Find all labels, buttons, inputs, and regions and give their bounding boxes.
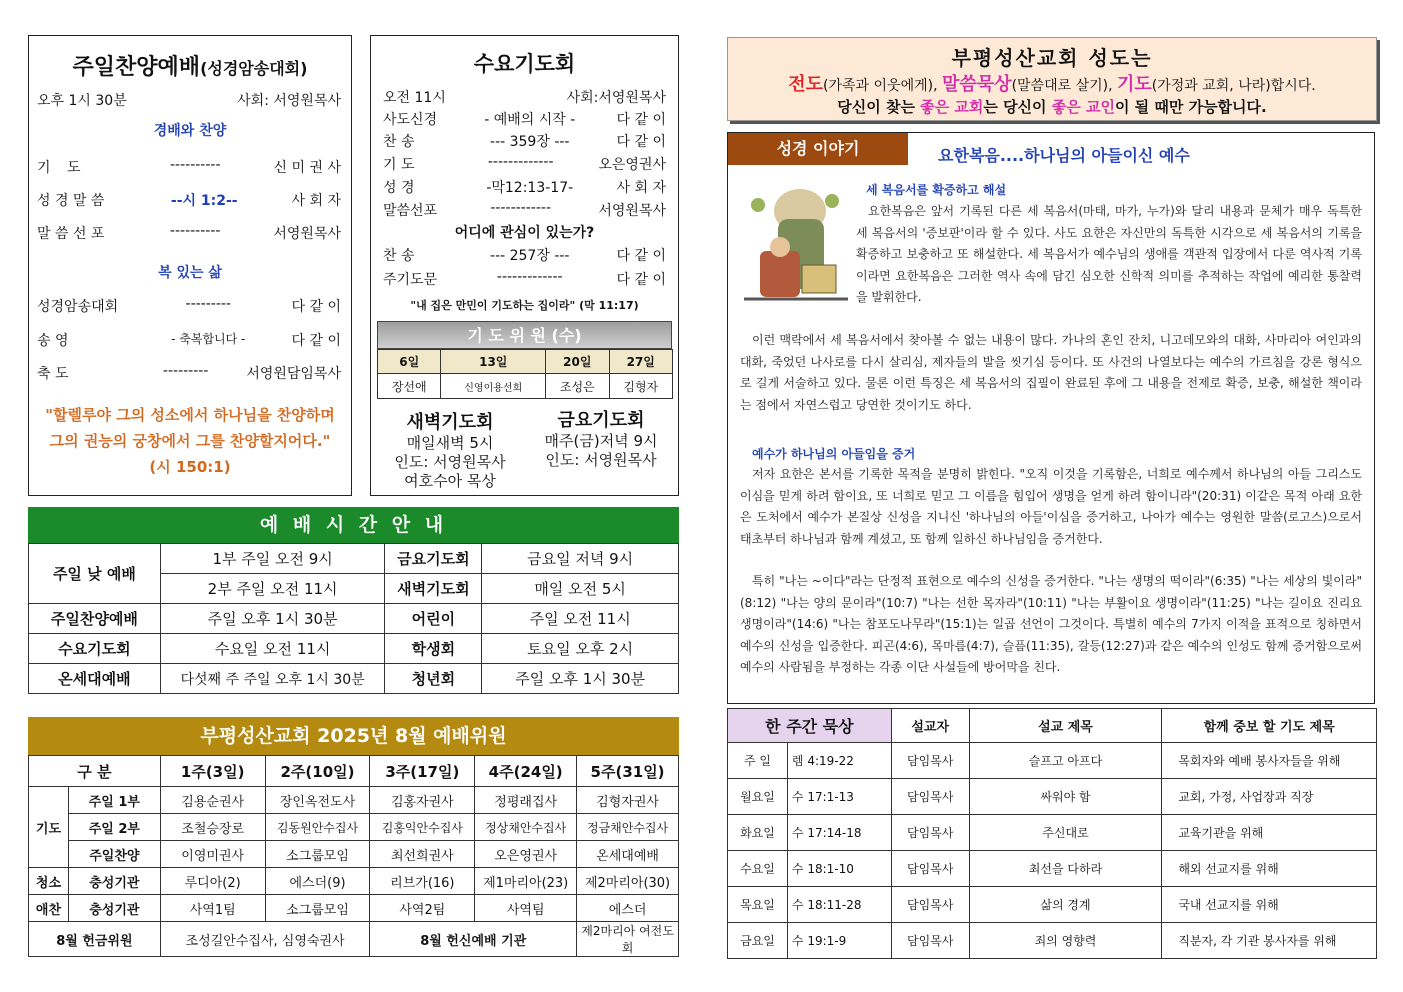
motto-line: 전도(가족과 이웃에게), 말씀묵상(말씀대로 살기), 기도(가정과 교회, 나라)합시다. [788,74,1316,95]
table-row: 금요일 수 19:1-9 담임목사 죄의 영향력 직분자, 각 기관 봉사자를 위해 [728,923,1377,959]
member-cell: 김형자 [609,374,673,399]
order-item: 오전 11시 사회:서영원목사 [383,90,666,106]
story-paragraph: 요한복음은 앞서 기록된 다른 세 복음서(마태, 마가, 누가)와 달리 내용과 문체가 매우 독특한 세 복음서의 '증보판'이라 할 수 있다. 사도 요한은 자신만의 독특한 시각으로 세 복음서의 기록을 확증하고 보충하고 또 해설한다. 세 복음서가 예수님의 생애를 객관적 입장에서 다룬 역사적 기록이라면 요한복음은 그러한 역사 속에 담긴 심오한 신학적 의미를 추적하는 작업에 예리한 통찰력을 발휘한다. [856,204,1362,305]
order-item: 기 도 ------------- 오은영권사 [383,154,666,173]
motto-title: 부평성산교회 성도는 [951,46,1153,70]
sunday-time-row: 오후 1시 30분 사회: 서영원목사 [37,93,341,109]
table-row: 주 일 렘 4:19-22 담임목사 슬프고 아프다 목회자와 예배 봉사자들을 위해 [728,743,1377,779]
table-row: 한 주간 묵상 설교자 설교 제목 함께 중보 할 기도 제목 [728,709,1377,743]
friday-prayer-block: 금요기도회 매주(금)저녁 9시 인도: 서영원목사 [544,410,658,469]
order-item: 송 영 - 축복합니다 - 다 같 이 [37,332,341,349]
bible-story-box [727,132,1375,704]
church-motto [727,37,1377,121]
section-heading: 어디에 관심이 있는가? [454,225,595,241]
order-item: 말씀선포 ------------ 서영원목사 [383,200,666,219]
story-paragraph: 이런 맥락에서 세 복음서에서 찾아볼 수 없는 내용이 많다. 가나의 혼인 잔치, 니고데모와의 대화, 사마리아 여인과의 대화, 죽었던 나사로를 다시 살리심, 제자들의 발을 씻기심 등이다. 또 사건의 나열보다는 예수의 가르침을 강론 형식으로 길게 서술하고 있다. 물론 이런 특징은 세 복음서의 집필이 완료된 후에 그 내용을 전제로 확증, 보충, 해설한 책이라는 점에서 자연스럽고 당연한 것이기도 하다. [740,333,1362,412]
section-heading: 복 있는 삶 [158,265,222,281]
date-cell: 6일 [378,350,441,374]
psalm-quote: "할렐루야 그의 성소에서 하나님을 찬양하며 그의 권능의 궁창에서 그를 찬양할지어다." (시 150:1) [45,406,335,476]
sunday-title: 주일찬양예배(성경암송대회) [72,55,308,80]
table-row: 수요기도회 수요일 오전 11시 학생회 토요일 오후 2시 [29,634,679,664]
order-item: 성 경 말 씀 --시 1:2-- 사 회 자 [37,193,341,209]
table-row: 애찬 충성기관 사역1팀 소그룹모임 사역2팀 사역팀 에스더 [29,895,679,922]
order-item: 말 씀 선 포 ---------- 서영원목사 [37,223,341,242]
order-item: 찬 송 --- 257장 --- 다 같 이 [383,248,666,264]
prayer-committee-table [377,349,673,399]
weekly-meditation-table [727,708,1377,959]
roles-table [28,755,679,957]
order-item: 사도신경 - 예배의 시작 - 다 같 이 [383,112,666,128]
wednesday-verse: "내 집은 만민이 기도하는 집이라" (막 11:17) [410,299,639,312]
bible-story-tag: 성경 이야기 [728,133,908,165]
table-row: 청소 충성기관 루디아(2) 에스더(9) 리브가(16) 제1마리아(23) 제2마리아(30) [29,868,679,895]
worship-times-title: 예 배 시 간 안 내 [28,507,679,543]
dawn-prayer-block: 새벽기도회 매일새벽 5시 인도: 서영원목사 여호수아 목상 [394,412,506,490]
table-row: 2부 주일 오전 11시 새벽기도회 매일 오전 5시 [29,574,679,604]
motto-line: 당신이 찾는 좋은 교회는 당신이 좋은 교인이 될 때만 가능합니다. [837,98,1267,116]
order-item: 성 경 -막12:13-17- 사 회 자 [383,180,666,196]
date-cell: 27일 [609,350,673,374]
section-heading: 경배와 찬양 [153,123,227,139]
table-row: 주일 2부 조철승장로 김동원안수집사 김홍익안수집사 정상채안수집사 정금채안수집사 [29,814,679,841]
table-row: 구 분 1주(3일) 2주(10일) 3주(17일) 4주(24일) 5주(31일) [29,756,679,787]
table-row: 8월 헌금위원 조성길안수집사, 심영숙권사 8월 헌신예배 기관 제2마리아 여전도회 [29,922,679,957]
order-item: 찬 송 --- 359장 --- 다 같 이 [383,134,666,150]
table-row: 목요일 수 18:11-28 담임목사 삶의 경계 국내 선교지를 위해 [728,887,1377,923]
member-cell: 장선애 [378,374,441,399]
sunday-praise-box [28,35,352,496]
table-row: 주일찬양예배 주일 오후 1시 30분 어린이 주일 오전 11시 [29,604,679,634]
roles-title: 부평성산교회 2025년 8월 예배위원 [28,717,679,755]
table-row: 월요일 수 17:1-13 담임목사 싸워야 함 교회, 가정, 사업장과 직장 [728,779,1377,815]
section-heading: 세 복음서를 확증하고 해설 [866,183,1007,197]
member-cell: 신영이용선희 [441,374,546,399]
order-item: 기 도 ---------- 신 미 권 사 [37,157,341,176]
story-paragraph: 특히 "나는 ~이다"라는 단정적 표현으로 예수의 신성을 증거한다. "나는 생명의 떡이라"(6:35) "나는 세상의 빛이라"(8:12) "나는 양의 문이라"(10:7) "나는 선한 목자라"(10:11) "나는 부활이요 생명이라"(11:25) "나는 길이요 진리요 생명이라"(14:6) "나는 참포도나무라"(15:1)는 일곱 선언이 그것이다. 특별히 예수의 7가지 이적을 표적으로 칭하면서 예수의 신성을 입증한다. 피곤(4:6), 목마름(4:7), 슬픔(11:35), 갈등(12:27)과 같은 예수의 인성도 함께 증거함으로써 예수의 사람됨을 부정하는 각종 이단 사설들에 방어막을 친다. [740,574,1362,675]
table-row: 온세대예배 다섯째 주 주일 오후 1시 30분 청년회 주일 오후 1시 30분 [29,664,679,694]
order-item: 축 도 --------- 서영원담임목사 [37,363,341,382]
wednesday-prayer-box [370,35,679,496]
table-row: 화요일 수 17:14-18 담임목사 주신대로 교육기관을 위해 [728,815,1377,851]
apostle-illustration-icon [740,181,852,311]
table-row: 기도 주일 1부 김용순권사 장인옥전도사 김홍자권사 정평래집사 김형자권사 [29,787,679,814]
table-row: 수요일 수 18:1-10 담임목사 최선을 다하라 해외 선교지를 위해 [728,851,1377,887]
wednesday-title: 수요기도회 [473,52,576,76]
date-cell: 20일 [546,350,609,374]
bible-story-title: 요한복음....하나님의 아들이신 예수 [938,146,1190,165]
worship-times-table [28,543,679,694]
section-heading: 예수가 하나님의 아들임을 증거 [752,447,916,461]
prayer-committee-title: 기 도 위 원 (수) [377,321,672,349]
table-row: 주일찬양 이영미권사 소그룹모임 최선희권사 오은영권사 온세대예배 [29,841,679,868]
order-item: 주기도문 ------------- 다 같 이 [383,269,666,288]
member-cell: 조성은 [546,374,609,399]
date-cell: 13일 [441,350,546,374]
story-paragraph: 저자 요한은 본서를 기록한 목적을 분명히 밝힌다. "오직 이것을 기록함은, 너희로 예수께서 하나님의 아들 그리스도이심을 믿게 하려 함이요, 또 너희로 믿고 그 이름을 힘입어 생명을 얻게 하려 함이니라"(20:31) 이같은 목적 아래 요한은 도처에서 예수가 본질상 신성을 지니신 '하나님의 아들'이심을 증거하고, 나아가 예수는 영원한 말씀(로고스)으로서 태초부터 하나님과 함께 계셨고, 또 함께 일하신 하나님임을 증거한다. [740,467,1362,546]
table-row: 주일 낮 예배 1부 주일 오전 9시 금요기도회 금요일 저녁 9시 [29,544,679,574]
order-item: 성경암송대회 --------- 다 같 이 [37,296,341,315]
